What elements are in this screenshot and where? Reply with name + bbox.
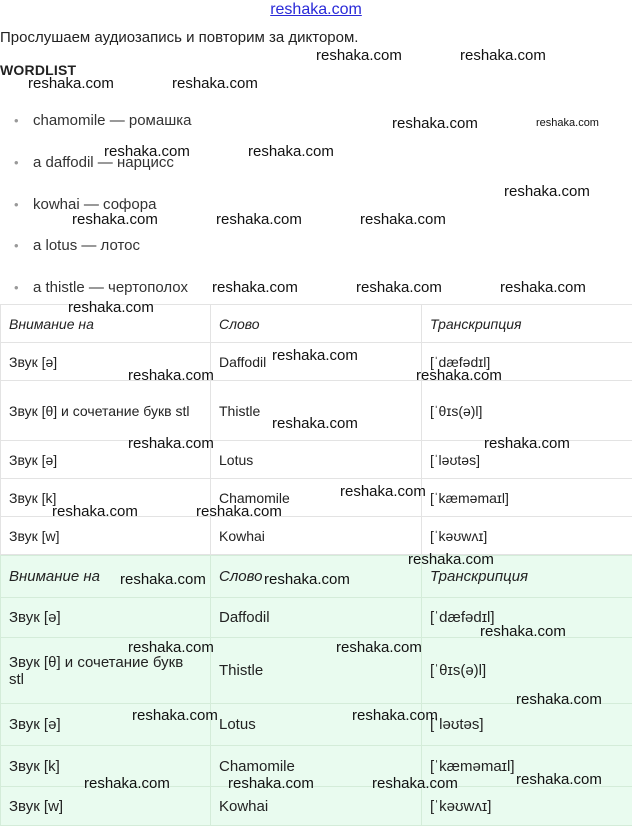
watermark: reshaka.com bbox=[408, 551, 494, 568]
cell-word: Lotus bbox=[211, 704, 422, 746]
watermark: reshaka.com bbox=[352, 707, 438, 724]
cell-word: Lotus bbox=[211, 441, 422, 479]
watermark: reshaka.com bbox=[52, 503, 138, 520]
cell-word: Kowhai bbox=[211, 517, 422, 555]
cell-transcription: [ˈkəʊwʌɪ] bbox=[422, 787, 632, 826]
header-attention: Внимание на bbox=[1, 556, 211, 598]
watermark: reshaka.com bbox=[132, 707, 218, 724]
cell-transcription: [ˈθɪs(ə)l] bbox=[422, 638, 632, 704]
list-item: • a daffodil — нарцисс bbox=[14, 154, 174, 171]
watermark: reshaka.com bbox=[504, 183, 590, 200]
watermark: reshaka.com bbox=[460, 47, 546, 64]
bullet-icon: • bbox=[14, 197, 33, 212]
list-item: • kowhai — софора bbox=[14, 196, 156, 213]
watermark: reshaka.com bbox=[336, 639, 422, 656]
list-item: • a thistle — чертополох bbox=[14, 279, 188, 296]
header-word: Слово bbox=[211, 556, 422, 598]
table-row bbox=[1, 704, 632, 746]
cell-transcription: [ˈləʊtəs] bbox=[422, 704, 632, 746]
watermark: reshaka.com bbox=[500, 279, 586, 296]
watermark: reshaka.com bbox=[264, 571, 350, 588]
cell-word: Daffodil bbox=[211, 343, 422, 381]
watermark: reshaka.com bbox=[72, 211, 158, 228]
watermark: reshaka.com bbox=[340, 483, 426, 500]
watermark: reshaka.com bbox=[316, 47, 402, 64]
watermark: reshaka.com bbox=[128, 367, 214, 384]
cell-transcription: [ˈləʊtəs] bbox=[422, 441, 632, 479]
watermark: reshaka.com bbox=[212, 279, 298, 296]
cell-transcription: [ˈθɪs(ə)l] bbox=[422, 381, 632, 441]
watermark: reshaka.com bbox=[484, 435, 570, 452]
watermark: reshaka.com bbox=[172, 75, 258, 92]
cell-sound: Звук [ə] bbox=[1, 441, 211, 479]
watermark: reshaka.com bbox=[392, 115, 478, 132]
cell-word: Chamomile bbox=[211, 746, 422, 787]
cell-word: Thistle bbox=[211, 381, 422, 441]
watermark: reshaka.com bbox=[516, 771, 602, 788]
cell-transcription: [ˈkəʊwʌɪ] bbox=[422, 517, 632, 555]
watermark: reshaka.com bbox=[272, 347, 358, 364]
wordlist-title: WORDLIST bbox=[0, 62, 76, 78]
watermark: reshaka.com bbox=[536, 117, 599, 129]
watermark: reshaka.com bbox=[416, 367, 502, 384]
watermark: reshaka.com bbox=[120, 571, 206, 588]
bullet-icon: • bbox=[14, 113, 33, 128]
header-transcription: Транскрипция bbox=[422, 305, 632, 343]
cell-transcription: [ˈdæfədɪl] bbox=[422, 598, 632, 638]
watermark: reshaka.com bbox=[516, 691, 602, 708]
bullet-icon: • bbox=[14, 280, 33, 295]
intro-text: Прослушаем аудиозапись и повторим за диктором. bbox=[0, 29, 358, 46]
watermark: reshaka.com bbox=[196, 503, 282, 520]
watermark: reshaka.com bbox=[372, 775, 458, 792]
cell-sound: Звук [ə] bbox=[1, 343, 211, 381]
bullet-icon: • bbox=[14, 238, 33, 253]
cell-sound: Звук [θ] и сочетание букв stl bbox=[1, 381, 211, 441]
table-row bbox=[1, 787, 632, 826]
watermark: reshaka.com bbox=[128, 639, 214, 656]
cell-sound: Звук [ə] bbox=[1, 598, 211, 638]
watermark: reshaka.com bbox=[272, 415, 358, 432]
cell-word: Chamomile bbox=[211, 479, 422, 517]
watermark: reshaka.com bbox=[356, 279, 442, 296]
cell-sound: Звук [θ] и сочетание букв stl bbox=[1, 638, 211, 704]
cell-transcription: [ˈkæməmaɪl] bbox=[422, 479, 632, 517]
cell-transcription: [ˈdæfədɪl] bbox=[422, 343, 632, 381]
cell-sound: Звук [w] bbox=[1, 787, 211, 826]
header-word: Слово bbox=[211, 305, 422, 343]
list-item: • chamomile — ромашка bbox=[14, 112, 191, 129]
cell-word: Thistle bbox=[211, 638, 422, 704]
cell-word: Kowhai bbox=[211, 787, 422, 826]
watermark: reshaka.com bbox=[480, 623, 566, 640]
cell-sound: Звук [ə] bbox=[1, 704, 211, 746]
watermark: reshaka.com bbox=[128, 435, 214, 452]
cell-sound: Звук [w] bbox=[1, 517, 211, 555]
watermark: reshaka.com bbox=[216, 211, 302, 228]
header-transcription: Транскрипция bbox=[422, 556, 632, 598]
cell-sound: Звук [k] bbox=[1, 479, 211, 517]
cell-word: Daffodil bbox=[211, 598, 422, 638]
site-link[interactable]: reshaka.com bbox=[0, 1, 632, 19]
watermark: reshaka.com bbox=[28, 75, 114, 92]
watermark: reshaka.com bbox=[104, 143, 190, 160]
cell-sound: Звук [k] bbox=[1, 746, 211, 787]
watermark: reshaka.com bbox=[360, 211, 446, 228]
bullet-icon: • bbox=[14, 155, 33, 170]
watermark: reshaka.com bbox=[84, 775, 170, 792]
cell-transcription: [ˈkæməmaɪl] bbox=[422, 746, 632, 787]
table-row bbox=[1, 517, 632, 555]
list-item: • a lotus — лотос bbox=[14, 237, 140, 254]
watermark: reshaka.com bbox=[228, 775, 314, 792]
watermark: reshaka.com bbox=[248, 143, 334, 160]
watermark: reshaka.com bbox=[68, 299, 154, 316]
header-attention: Внимание на bbox=[1, 305, 211, 343]
